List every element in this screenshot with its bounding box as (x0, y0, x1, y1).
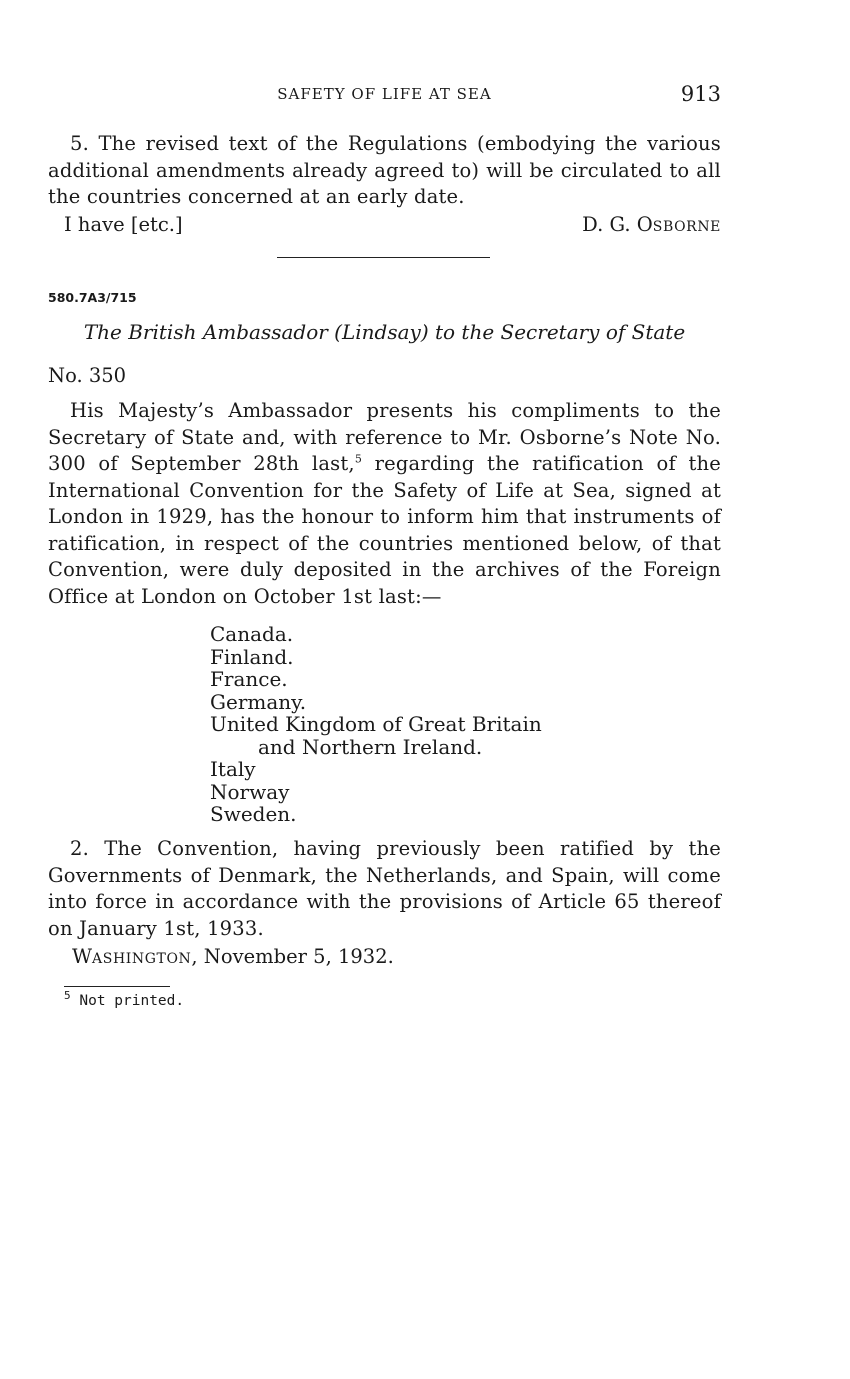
country-item: Finland. (210, 644, 294, 669)
paragraph-5: 5. The revised text of the Regulations (embodying the various additional amendments already agreed to) will be circulated to all the countries concerned at an early date. (48, 132, 721, 208)
paragraph-2: 2. The Convention, having previously been ratified by the Governments of Denmark, the Netherlands, and Spain, will come into force in accordance with the provisions of Article 65 thereof on January 1st, 1933. (48, 837, 721, 940)
paragraph-1-end: regarding the ratification of the International Convention for the Safety of Life at Sea, signed at London in 1929, has the honour to inform him that instruments of ratification, in respect of the countries mentioned below, of that Convention, were duly deposited in the archives of the Foreign Office at London on October 1st last:— (48, 452, 721, 608)
footnote-rule (64, 986, 170, 987)
running-head (48, 82, 721, 108)
country-item: United Kingdom of Great Britain (210, 712, 542, 736)
place-rest: ASHINGTON (92, 951, 192, 967)
document-heading: The British Ambassador (Lindsay) to the Secretary of State (83, 320, 686, 344)
footnote-reference: 5 (354, 452, 363, 466)
place-initial: W (72, 945, 93, 968)
country-item: Canada. (210, 622, 294, 646)
country-item-continuation: and Northern Ireland. (258, 734, 483, 759)
country-item: Norway (210, 779, 290, 804)
paragraph-1-start: His Majesty’s Ambassador presents his compliments to the Secretary of State and, with reference to Mr. Osborne’s Note No. 300 of September 28th last, (48, 399, 721, 475)
country-item: France. (210, 667, 288, 691)
country-list (210, 623, 542, 826)
country-item: Germany. (210, 689, 307, 714)
footnote-text: Not printed. (79, 993, 185, 1009)
running-title: SAFETY OF LIFE AT SEA (277, 85, 492, 103)
file-number: 580.7A3/715 (48, 290, 137, 305)
document-number: No. 350 (48, 364, 127, 387)
signature-rest: SBORNE (652, 219, 721, 235)
date: , November 5, 1932. (191, 945, 394, 968)
country-item: Sweden. (210, 802, 297, 826)
footnote (64, 989, 185, 1009)
paragraph-1 (48, 398, 721, 610)
signature (582, 213, 721, 236)
place-and-date (72, 945, 394, 968)
section-divider (277, 257, 490, 258)
signature-initial: D. G. O (582, 213, 653, 236)
country-item: Italy (210, 757, 256, 781)
footnote-marker: 5 (64, 989, 71, 1003)
page-number: 913 (680, 82, 721, 106)
closing-text: I have [etc.] (64, 213, 183, 236)
